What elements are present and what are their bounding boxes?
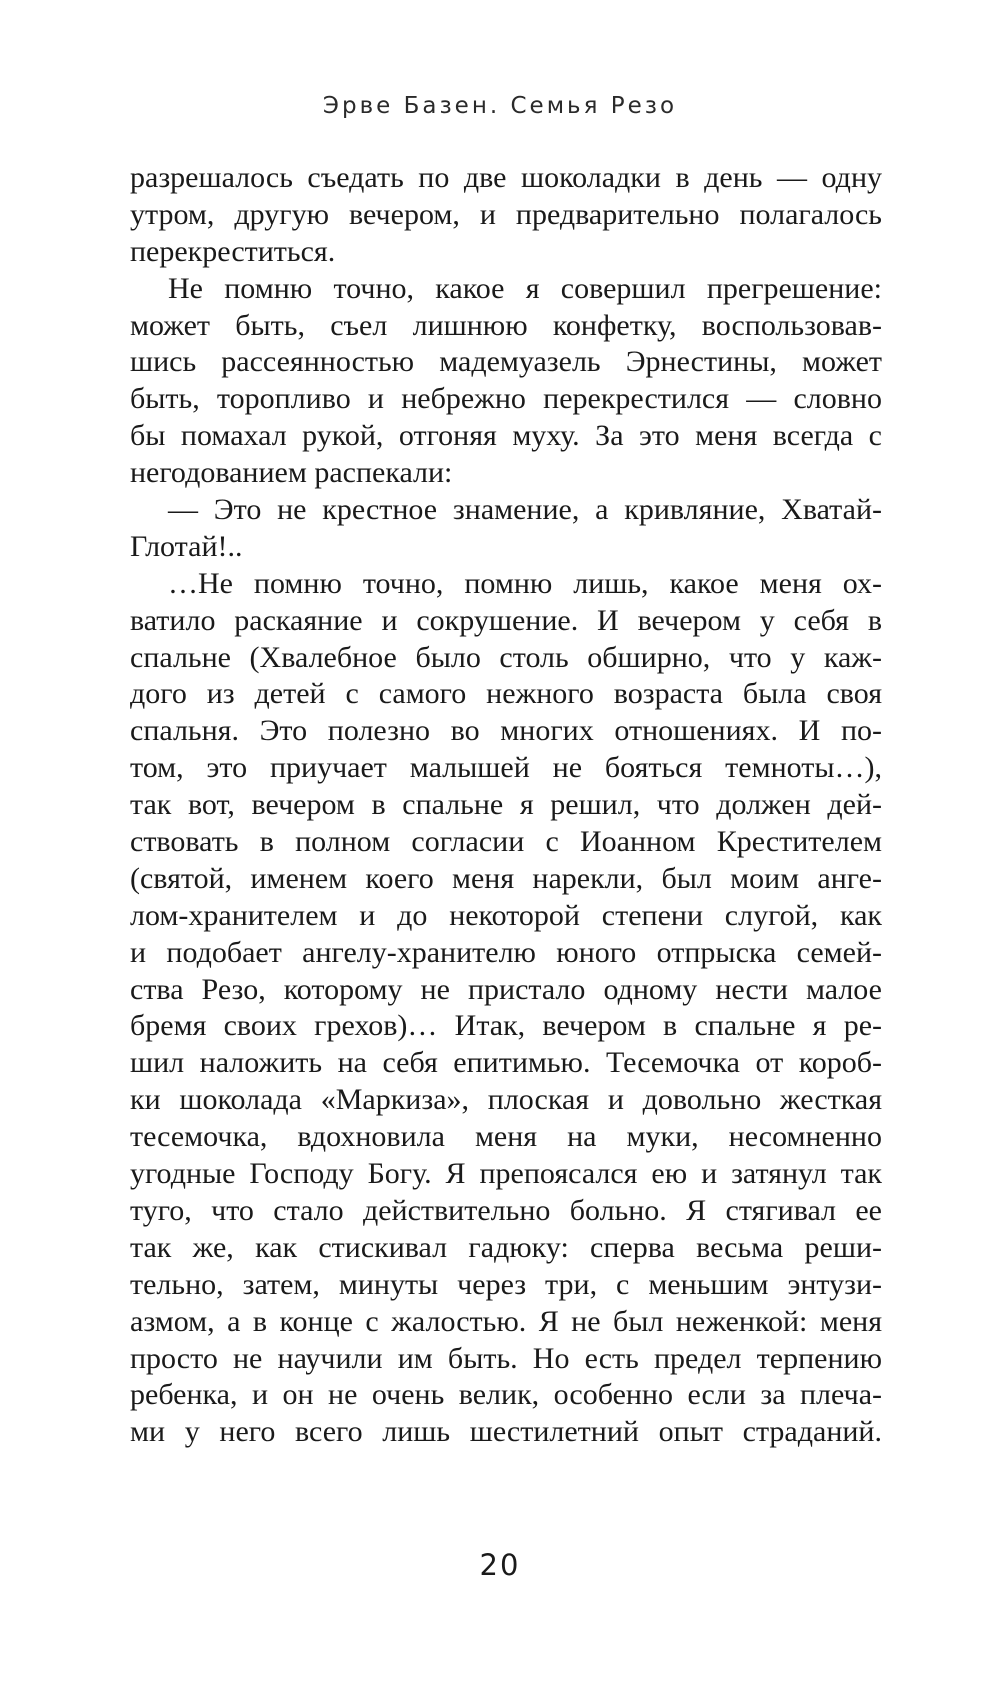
body-text [130,160,882,1451]
text-line: так вот, вечером в спальне я решил, что должен дей- [130,788,882,822]
page-number: 20 [479,1548,521,1582]
text-line: …Не помню точно, помню лишь, какое меня ох- [168,566,882,600]
text-line: спальня. Это полезно во многих отношениях. И по- [130,714,882,748]
text-line: ства Резо, которому не пристало одному нести малое [130,972,882,1006]
text-line: лом-хранителем и до некоторой степени слугой, как [130,898,882,932]
text-line: ки шоколада «Маркиза», плоская и довольно жесткая [130,1083,882,1117]
text-line: тельно, затем, минуты через три, с меньшим энтузи- [130,1267,882,1301]
text-line: угодные Господу Богу. Я препоясался ею и затянул так [130,1157,882,1191]
text-line: просто не научили им быть. Но есть предел терпению [130,1341,882,1375]
text-line: Глотай!.. [130,529,243,563]
text-line: ватило раскаяние и сокрушение. И вечером у себя в [130,603,882,637]
text-line: азмом, а в конце с жалостью. Я не был неженкой: меня [130,1304,882,1338]
text-line: перекреститься. [130,234,336,268]
text-line: разрешалось съедать по две шоколадки в день — одну [130,161,882,194]
text-line: том, это приучает малышей не бояться темноты…), [130,751,882,785]
text-line: Не помню точно, какое я совершил прегрешение: [168,271,882,305]
text-line: шил наложить на себя епитимью. Тесемочка от короб- [130,1046,882,1080]
text-line: шись рассеянностью мадемуазель Эрнестины, может [130,345,882,379]
text-line: быть, торопливо и небрежно перекрестился — словно [130,382,882,416]
text-line: — Это не крестное знамение, а кривляние, Хватай- [168,493,882,527]
text-line: может быть, съел лишнюю конфетку, воспользовав- [130,308,882,342]
text-line: ребенка, и он не очень велик, особенно если за плеча- [130,1378,882,1412]
running-head: Эрве Базен. Семья Резо [322,93,678,119]
text-line: спальне (Хвалебное было столь обширно, что у каж- [130,640,882,674]
text-line: бы помахал рукой, отгоняя муху. За это меня всегда с [130,419,882,453]
text-line: негодованием распекали: [130,456,453,490]
text-line: утром, другую вечером, и предварительно полагалось [130,197,882,231]
text-line: ствовать в полном согласии с Иоанном Крестителем [130,825,882,859]
text-line: ми у него всего лишь шестилетний опыт страданий. [130,1415,882,1449]
text-line: дого из детей с самого нежного возраста была своя [130,677,882,711]
text-line: (святой, именем коего меня нарекли, был моим анге- [130,861,882,895]
text-line: и подобает ангелу-хранителю юного отпрыска семей- [130,935,882,969]
text-line: тесемочка, вдохновила меня на муки, несомненно [130,1120,882,1154]
text-line: туго, что стало действительно больно. Я стягивал ее [130,1193,882,1227]
text-line: так же, как стискивал гадюку: сперва весьма реши- [130,1230,882,1264]
text-line: бремя своих грехов)… Итак, вечером в спальне я ре- [130,1009,882,1043]
